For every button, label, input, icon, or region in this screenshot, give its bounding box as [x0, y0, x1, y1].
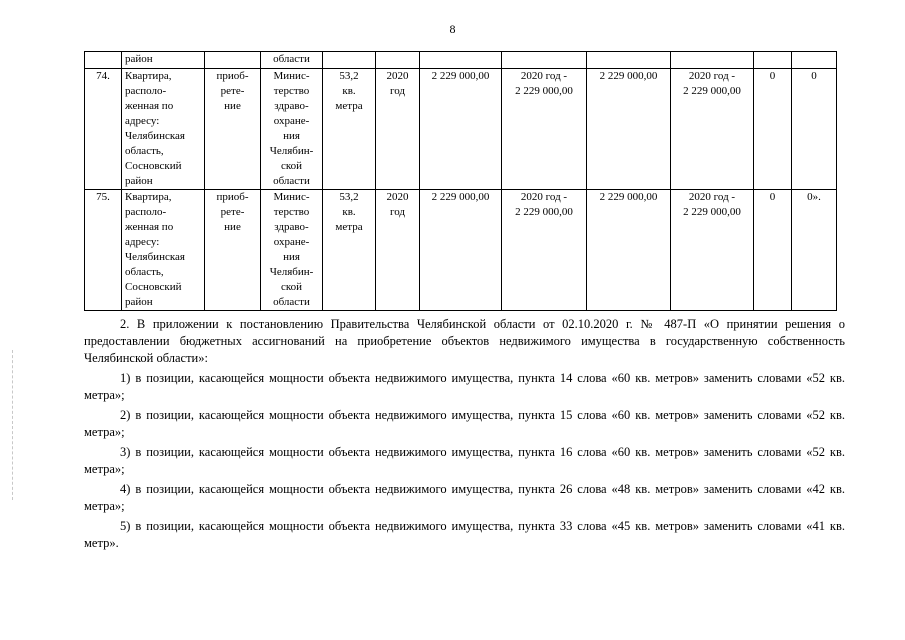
organization-cell: области — [261, 52, 323, 69]
organization-cell-line: Минис- — [273, 191, 310, 203]
table-row-continuation — [85, 52, 837, 69]
yearly-funding-cell-line: 2020 год - — [688, 191, 736, 203]
page-number: 8 — [449, 22, 456, 36]
yearly-cost-cell-line: 2020 год - — [520, 70, 568, 82]
table-row — [85, 69, 837, 190]
method-cell-line: приоб- — [216, 191, 249, 203]
object-cell-line: область, — [125, 145, 164, 157]
method-cell — [205, 190, 261, 311]
yearly-funding-cell-line: 2020 год - — [688, 70, 736, 82]
organization-cell-line: терство — [273, 206, 310, 218]
organization-cell-line: области — [273, 296, 310, 308]
capacity-cell-line: кв. — [342, 206, 356, 218]
method-cell-line: ние — [224, 221, 241, 233]
object-cell-line: Челябинская — [125, 251, 185, 263]
method-cell-line: ние — [224, 100, 241, 112]
object-cell-line: женная по — [125, 221, 174, 233]
capacity-cell-line: кв. — [342, 85, 356, 97]
object-cell-line: располо- — [125, 85, 167, 97]
list-item: 2) в позиции, касающейся мощности объекта недвижимого имущества, пункта 15 слова «60 кв. метров» заменить словами «52 кв. метра»; — [84, 408, 845, 439]
year-cell-line: год — [389, 206, 406, 218]
yearly-funding-cell-line: 2 229 000,00 — [683, 85, 741, 97]
object-cell-line: женная по — [125, 100, 174, 112]
object-cell-line: адресу: — [125, 115, 160, 127]
list-item: 3) в позиции, касающейся мощности объекта недвижимого имущества, пункта 16 слова «60 кв. метров» заменить словами «52 кв. метра»; — [84, 445, 845, 476]
cost-cell: 2 229 000,00 — [420, 69, 502, 190]
year-cell-line: год — [389, 85, 406, 97]
organization-cell-line: ния — [283, 251, 300, 263]
method-cell-line: рете- — [220, 85, 245, 97]
object-cell-line: Квартира, — [125, 191, 172, 203]
funding-cell: 2 229 000,00 — [587, 69, 671, 190]
capacity-cell-line: метра — [335, 100, 363, 112]
intro-paragraph: 2. В приложении к постановлению Правительства Челябинской области от 02.10.2020 г. № 487-П «О принятии решения о предоставлении бюджетных ассигнований на приобретение объектов недвижимого имущества в государственную собственность Челябинской области»: — [84, 317, 845, 365]
funding-cell: 2 229 000,00 — [587, 190, 671, 311]
method-cell-line: рете- — [220, 206, 245, 218]
organization-cell — [261, 190, 323, 311]
organization-cell-line: ской — [280, 281, 303, 293]
yearly-cost-cell-line: 2020 год - — [520, 191, 568, 203]
object-cell-line: Челябинская — [125, 130, 185, 142]
objects-table — [84, 51, 837, 311]
object-cell-line: располо- — [125, 206, 167, 218]
year-cell — [376, 190, 420, 311]
list-item: 1) в позиции, касающейся мощности объекта недвижимого имущества, пункта 14 слова «60 кв. метров» заменить словами «52 кв. метра»; — [84, 371, 845, 402]
year-cell-line: 2020 — [386, 191, 409, 203]
capacity-cell-line: 53,2 — [339, 191, 359, 203]
yearly-cost-cell-line: 2 229 000,00 — [515, 206, 573, 218]
yearly-funding-cell — [671, 69, 754, 190]
organization-cell-line: Челябин- — [269, 145, 314, 157]
object-cell — [122, 190, 205, 311]
organization-cell-line: охране- — [273, 236, 310, 248]
yearly-funding-cell-line: 2 229 000,00 — [683, 206, 741, 218]
row-number-cell: 75. — [85, 190, 122, 311]
amendment-text — [84, 316, 845, 552]
capacity-cell-line: 53,2 — [339, 70, 359, 82]
yearly-cost-cell — [502, 190, 587, 311]
organization-cell-line: здраво- — [274, 221, 309, 233]
object-cell-line: район — [125, 296, 153, 308]
organization-cell-line: Челябин- — [269, 266, 314, 278]
organization-cell — [261, 69, 323, 190]
value-cell: 0». — [792, 190, 837, 311]
value-cell: 0 — [792, 69, 837, 190]
cost-cell: 2 229 000,00 — [420, 190, 502, 311]
organization-cell-line: Минис- — [273, 70, 310, 82]
year-cell — [376, 69, 420, 190]
capacity-cell — [323, 69, 376, 190]
object-cell-line: адресу: — [125, 236, 160, 248]
organization-cell-line: области — [273, 175, 310, 187]
organization-cell-line: охране- — [273, 115, 310, 127]
yearly-cost-cell-line: 2 229 000,00 — [515, 85, 573, 97]
object-cell — [122, 69, 205, 190]
yearly-funding-cell — [671, 190, 754, 311]
method-cell — [205, 69, 261, 190]
organization-cell-line: терство — [273, 85, 310, 97]
organization-cell-line: ской — [280, 160, 303, 172]
organization-cell-line: здраво- — [274, 100, 309, 112]
object-cell: район — [122, 52, 205, 69]
object-cell-line: Сосновский — [125, 160, 182, 172]
object-cell-line: Сосновский — [125, 281, 182, 293]
object-cell-line: область, — [125, 266, 164, 278]
value-cell: 0 — [754, 190, 792, 311]
table-row — [85, 190, 837, 311]
yearly-cost-cell — [502, 69, 587, 190]
method-cell-line: приоб- — [216, 70, 249, 82]
row-number-cell: 74. — [85, 69, 122, 190]
capacity-cell-line: метра — [335, 221, 363, 233]
scan-margin-line — [12, 350, 14, 500]
list-item: 5) в позиции, касающейся мощности объекта недвижимого имущества, пункта 33 слова «45 кв. метров» заменить словами «41 кв. метр». — [84, 519, 845, 550]
list-item: 4) в позиции, касающейся мощности объекта недвижимого имущества, пункта 26 слова «48 кв. метров» заменить словами «42 кв. метра»; — [84, 482, 845, 513]
year-cell-line: 2020 — [386, 70, 409, 82]
organization-cell-line: ния — [283, 130, 300, 142]
object-cell-line: район — [125, 175, 153, 187]
object-cell-line: Квартира, — [125, 70, 172, 82]
value-cell: 0 — [754, 69, 792, 190]
capacity-cell — [323, 190, 376, 311]
